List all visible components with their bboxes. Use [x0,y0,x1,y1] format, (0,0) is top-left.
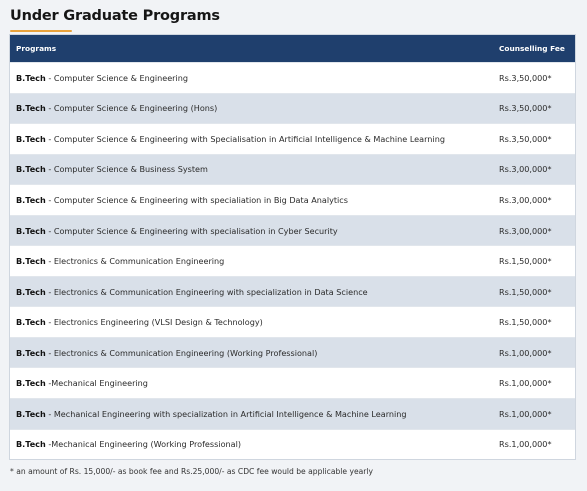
degree-label: B.Tech [16,164,46,175]
fee-cell: Rs.3,50,000* [499,133,552,144]
degree-label: B.Tech [16,103,46,114]
program-name: - Computer Science & Engineering (Hons) [45,103,218,114]
fee-cell: Rs.3,50,000* [499,103,552,114]
table-row [10,123,575,154]
program-cell [10,348,499,358]
degree-label: B.Tech [16,286,46,297]
program-cell [10,287,499,297]
fee-cell: Rs.3,00,000* [499,164,552,175]
program-cell [10,439,499,449]
table-header [10,35,575,62]
title-underline [10,30,72,32]
table-row [10,184,575,215]
table-row [10,93,575,124]
degree-label: B.Tech [16,72,46,83]
fee-cell: Rs.1,00,000* [499,439,552,450]
program-name: - Computer Science & Engineering with Specialisation in Artificial Intelligence & Machine Learning [45,133,445,144]
program-cell [10,226,499,236]
table-row [10,398,575,429]
fee-cell: Rs.1,50,000* [499,317,552,328]
program-cell [10,409,499,419]
program-cell [10,134,499,144]
degree-label: B.Tech [16,317,46,328]
table-row [10,154,575,185]
table-row [10,215,575,246]
program-name: - Computer Science & Engineering with specialisation in Cyber Security [45,225,338,236]
fee-cell: Rs.1,00,000* [499,347,552,358]
table-row [10,62,575,93]
fee-cell: Rs.3,50,000* [499,72,552,83]
program-cell [10,195,499,205]
table-row [10,276,575,307]
program-cell [10,317,499,327]
program-name: - Computer Science & Engineering with specialiation in Big Data Analytics [45,194,348,205]
degree-label: B.Tech [16,408,46,419]
degree-label: B.Tech [16,256,46,267]
degree-label: B.Tech [16,347,46,358]
fee-cell: Rs.1,50,000* [499,286,552,297]
table-row [10,337,575,368]
footnote: * an amount of Rs. 15,000/- as book fee and Rs.25,000/- as CDC fee would be applicable yearly [10,467,374,476]
program-cell [10,164,499,174]
program-name: - Electronics & Communication Engineering with specialization in Data Science [45,286,368,297]
table-row [10,429,575,460]
program-name: -Mechanical Engineering [45,378,148,389]
program-name: - Electronics & Communication Engineering (Working Professional) [45,347,318,358]
program-cell [10,256,499,266]
degree-label: B.Tech [16,194,46,205]
program-name: - Electronics Engineering (VLSI Design & Technology) [45,317,263,328]
table-row [10,306,575,337]
program-name: - Mechanical Engineering with specialization in Artificial Intelligence & Machine Learning [45,408,407,419]
program-cell [10,73,499,83]
degree-label: B.Tech [16,133,46,144]
fee-cell: Rs.1,00,000* [499,408,552,419]
program-name: - Computer Science & Engineering [45,72,189,83]
header-programs: Programs [16,44,57,53]
program-name: -Mechanical Engineering (Working Professional) [45,439,242,450]
fee-cell: Rs.3,00,000* [499,194,552,205]
section-title: Under Graduate Programs [10,8,220,24]
header-counselling-fee: Counselling Fee [499,44,565,53]
fee-cell: Rs.1,50,000* [499,256,552,267]
program-cell [10,103,499,113]
program-name: - Computer Science & Business System [45,164,208,175]
table-row [10,245,575,276]
degree-label: B.Tech [16,378,46,389]
degree-label: B.Tech [16,439,46,450]
degree-label: B.Tech [16,225,46,236]
program-cell [10,378,499,388]
fee-cell: Rs.1,00,000* [499,378,552,389]
programs-table [9,34,576,460]
table-row [10,367,575,398]
fee-cell: Rs.3,00,000* [499,225,552,236]
program-name: - Electronics & Communication Engineering [45,256,225,267]
table-body [10,62,575,459]
